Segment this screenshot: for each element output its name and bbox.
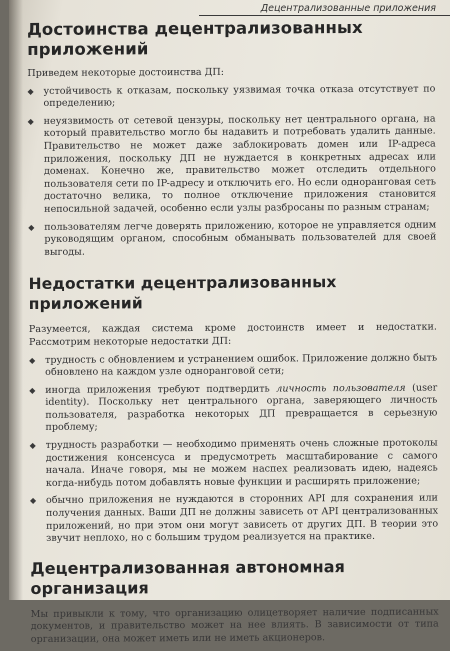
gutter-shadow [9,0,23,600]
diamond-bullet-icon: ◆ [29,385,36,395]
running-header: Децентрализованные приложения [199,2,450,16]
list-item: ◆ трудность с обновлением и устранением ошибок. Приложение должно быть обновлено на каждом узле одноранговой сети; [29,352,438,378]
dao-paragraph: Мы привыкли к тому, что организацию олицетворяет наличие подписанных документов, и правительство может на нее влиять. В зависимости от типа организации, она может иметь или не иметь акционеров. [30,606,439,645]
advantages-list [27,83,436,259]
diamond-bullet-icon: ◆ [28,222,35,232]
diamond-bullet-icon: ◆ [27,116,34,126]
diamond-bullet-icon: ◆ [29,496,37,506]
user-identity-term: личность пользователя [276,382,406,395]
list-item: ◆ пользователям легче доверять приложению, которое не управляется одним руководящим органом, способным обманывать пользователей для своей выгоды. [28,219,437,258]
disadvantages-intro: Разумеется, каждая система кроме достоинств имеет и недостатки. Рассмотрим некоторые недостатки ДП: [28,321,437,348]
advantages-intro: Приведем некоторые достоинства ДП: [27,66,225,79]
diamond-bullet-icon: ◆ [29,355,36,365]
list-item: ◆ устойчивость к отказам, поскольку уязвимая точка отказа отсутствует по определению; [27,83,436,110]
book-page [9,0,450,645]
list-item: ◆ трудность разработки — необходимо применять очень сложные протоколы достижения консенсуса и предусмотреть масштабирование с самого начала. Иначе говоря, мы не можем наспех реализовать идею, надеясь когда-нибудь потом добавлять новые функции и расширять приложение; [29,437,438,489]
list-item: ◆ неуязвимость от сетевой цензуры, поскольку нет центрального органа, на который правительство могло бы надавить и потребовать удалить данные. Правительство не может даже заблокировать домен или IP-адреса приложения, поскольку ДП не нуждается в конкретных адресах или доменах. Конечно же, правительство может отследить отдельного пользователя сети по IP-адресу и отключить его. Но если одноранговая сеть достаточно велика, то полное отключение приложения становится непосильной задачей, особенно если узлы разбросаны по разным странам; [27,113,437,215]
page-content [27,18,439,651]
heading-dao: Децентрализованная автономная организация [30,556,346,598]
heading-disadvantages: Недостатки децентрализованных приложений [28,273,337,314]
list-item: ◆ иногда приложения требуют подтвердить личность пользователя (user identity). Поскольку нет центрального органа, заверяющего личность пользователя, разработка некоторых ДП превращается в серьезную проблему; [29,382,438,434]
diamond-bullet-icon: ◆ [27,86,34,96]
diamond-bullet-icon: ◆ [29,441,36,451]
heading-advantages: Достоинства децентрализованных приложений [27,17,363,59]
disadvantages-list [29,352,438,546]
list-item: ◆ обычно приложения не нуждаются в сторонних API для сохранения или получения данных. Ваши ДП не должны зависеть от API централизованных приложений, но при этом они могут зависеть от других ДП. В теории это звучит неплохо, но с большим трудом реализуется на практике. [29,492,439,545]
